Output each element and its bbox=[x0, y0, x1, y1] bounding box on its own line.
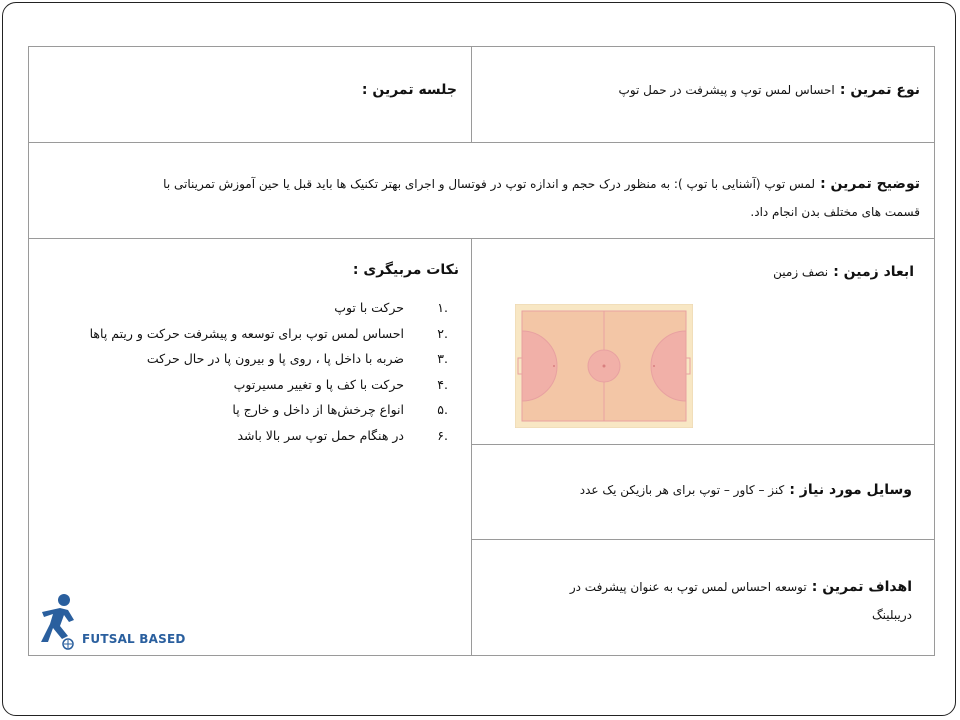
futsal-court-diagram bbox=[515, 304, 693, 428]
player-kicking-icon bbox=[38, 592, 78, 650]
goals-line1: توسعه احساس لمس توپ به عنوان پیشرفت در bbox=[569, 580, 807, 594]
training-type-value: احساس لمس توپ و پیشرفت در حمل توپ bbox=[618, 83, 835, 97]
list-item: .۱ حرکت با توپ bbox=[334, 300, 448, 315]
futsal-based-logo bbox=[38, 592, 186, 650]
goals-label: اهداف تمرین : bbox=[811, 579, 912, 595]
training-type-label: نوع تمرین : bbox=[839, 82, 920, 98]
description-line2: قسمت های مختلف بدن انجام داد. bbox=[750, 205, 920, 219]
field-value: نصف زمین bbox=[773, 265, 829, 279]
logo-text: FUTSAL BASED bbox=[82, 632, 186, 646]
list-item: .۶ در هنگام حمل توپ سر بالا باشد bbox=[237, 427, 448, 443]
description-line1: لمس توپ (آشنایی با توپ ): به منظور درک حجم و اندازه توپ در فوتسال و اجرای بهتر تکنیک ها باید قبل یا حین آموزش تمریناتی با bbox=[163, 177, 815, 191]
training-type-cell bbox=[471, 46, 935, 143]
list-item: .۲ احساس لمس توپ برای توسعه و پیشرفت حرکت و ریتم پاها bbox=[89, 325, 448, 341]
equipment-label: وسایل مورد نیاز : bbox=[789, 482, 912, 498]
list-item: .۳ ضربه با داخل پا ، روی پا و بیرون پا در حال حرکت bbox=[146, 351, 448, 366]
list-item: .۵ انواع چرخش‌ها از داخل و خارج پا bbox=[232, 402, 448, 417]
coaching-label: نکات مربیگری : bbox=[352, 262, 459, 278]
session-label: جلسه تمرین : bbox=[361, 82, 457, 98]
description-label: توضیح تمرین : bbox=[820, 176, 920, 192]
coaching-points-list bbox=[90, 298, 448, 451]
goals-cell bbox=[471, 539, 935, 656]
goals-line2: دریبلینگ bbox=[871, 608, 912, 622]
session-cell bbox=[28, 46, 472, 143]
equipment-value: کنز – کاور – توپ برای هر بازیکن یک عدد bbox=[579, 483, 785, 497]
list-item: .۴ حرکت با کف پا و تغییر مسیرتوپ bbox=[233, 376, 448, 392]
field-label: ابعاد زمین : bbox=[833, 264, 914, 280]
equipment-cell bbox=[471, 444, 935, 540]
description-cell bbox=[28, 142, 935, 239]
